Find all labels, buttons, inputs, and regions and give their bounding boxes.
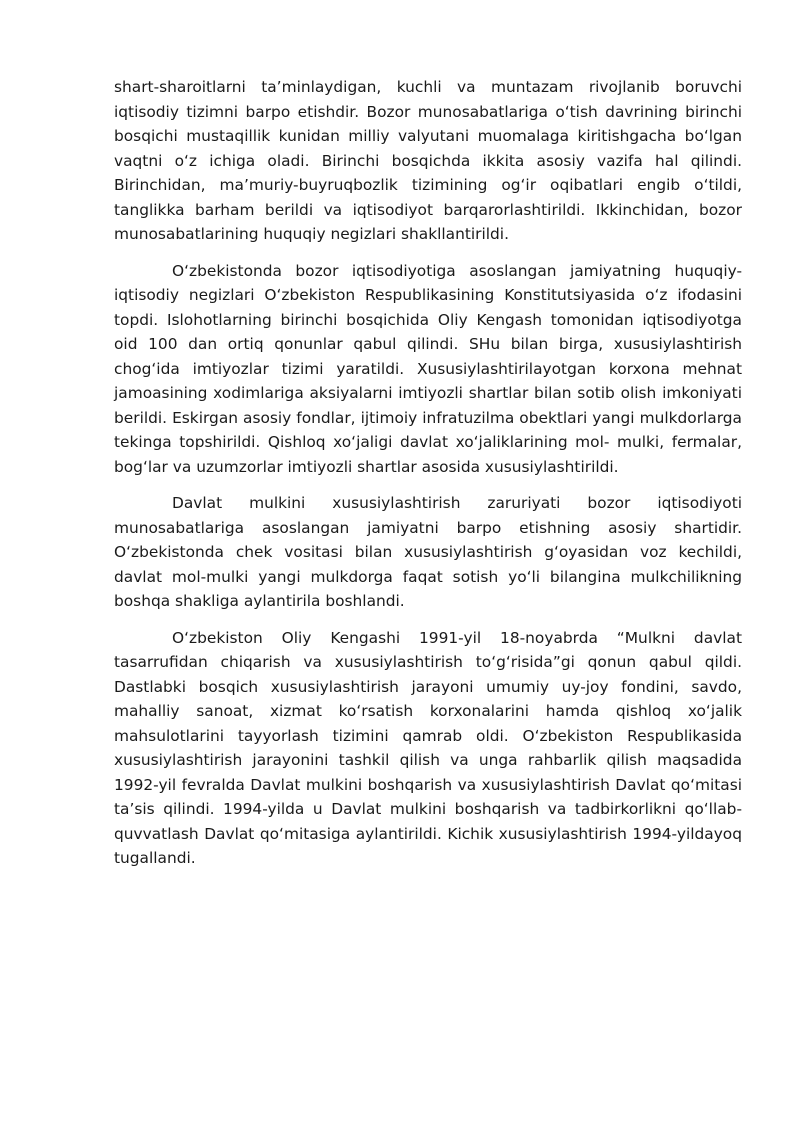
paragraph-privatization-necessity: Davlat mulkini xususiylashtirish zaruriyati bozor iqtisodiyoti munosabatlariga asoslangan jamiyatni barpo etishning asosiy shartidir. Oʻzbekistonda chek vositasi bilan xususiylashtirish gʻoyasidan voz kechildi, davlat mol-mulki yangi mulkdorga faqat sotish yoʻli bilangina mulkchilikning boshqa shakliga aylantirila boshlandi. bbox=[114, 494, 742, 610]
paragraph-continuation: shart-sharoitlarni taʼminlaydigan, kuchli va muntazam rivojlanib boruvchi iqtisodiy tizimni barpo etishdir. Bozor munosabatlariga oʻtish davrining birinchi bosqichi mustaqillik kunidan milliy valyutani muomalaga kiritishgacha boʻlgan vaqtni oʻz ichiga oladi. Birinchi bosqichda ikkita asosiy vazifa hal qilindi. Birinchidan, maʼmuriy-buyruqbozlik tizimining ogʻir oqibatlari engib oʻtildi, tanglikka barham berildi va iqtisodiyot barqarorlashtirildi. Ikkinchidan, bozor munosabatlarining huquqiy negizlari shakllantirildi. bbox=[114, 78, 742, 243]
paragraph-supreme-council-law: Oʻzbekiston Oliy Kengashi 1991-yil 18-noyabrda “Mulkni davlat tasarrufidan chiqarish va xususiylashtirish toʻgʻrisida”gi qonun qabul qildi. Dastlabki bosqich xususiylashtirish jarayoni umumiy uy-joy fondini, savdo, mahalliy sanoat, xizmat koʻrsatish korxonalarini hamda qishloq xoʻjalik mahsulotlarini tayyorlash tizimini qamrab oldi. Oʻzbekiston Respublikasida xususiylashtirish jarayonini tashkil qilish va unga rahbarlik qilish maqsadida 1992-yil fevralda Davlat mulkini boshqarish va xususiylashtirish Davlat qoʻmitasi taʼsis qilindi. 1994-yilda u Davlat mulkini boshqarish va tadbirkorlikni qoʻllab-quvvatlash Davlat qoʻmitasiga aylantirildi. Kichik xususiylashtirish 1994-yildayoq tugallandi. bbox=[114, 628, 742, 867]
paragraph-legal-basis: Oʻzbekistonda bozor iqtisodiyotiga asoslangan jamiyatning huquqiy- iqtisodiy negizlari Oʻzbekiston Respublikasining Konstitutsiyasida oʻz ifodasini topdi. Islohotlarning birinchi bosqichida Oliy Kengash tomonidan iqtisodiyotga oid 100 dan ortiq qonunlar qabul qilindi. SHu bilan birga, xususiylashtirish chogʻida imtiyozlar tizimi yaratildi. Xususiylashtirilayotgan korxona mehnat jamoasining xodimlariga aksiyalarni imtiyozli shartlar bilan sotib olish imkoniyati berildi. Eskirgan asosiy fondlar, ijtimoiy infratuzilma obektlari yangi mulkdorlarga tekinga topshirildi. Qishloq xoʻjaligi davlat xoʻjaliklarining mol- mulki, fermalar, bogʻlar va uzumzorlar imtiyozli shartlar asosida xususiylashtirildi. bbox=[114, 261, 742, 476]
document-page bbox=[114, 75, 742, 883]
